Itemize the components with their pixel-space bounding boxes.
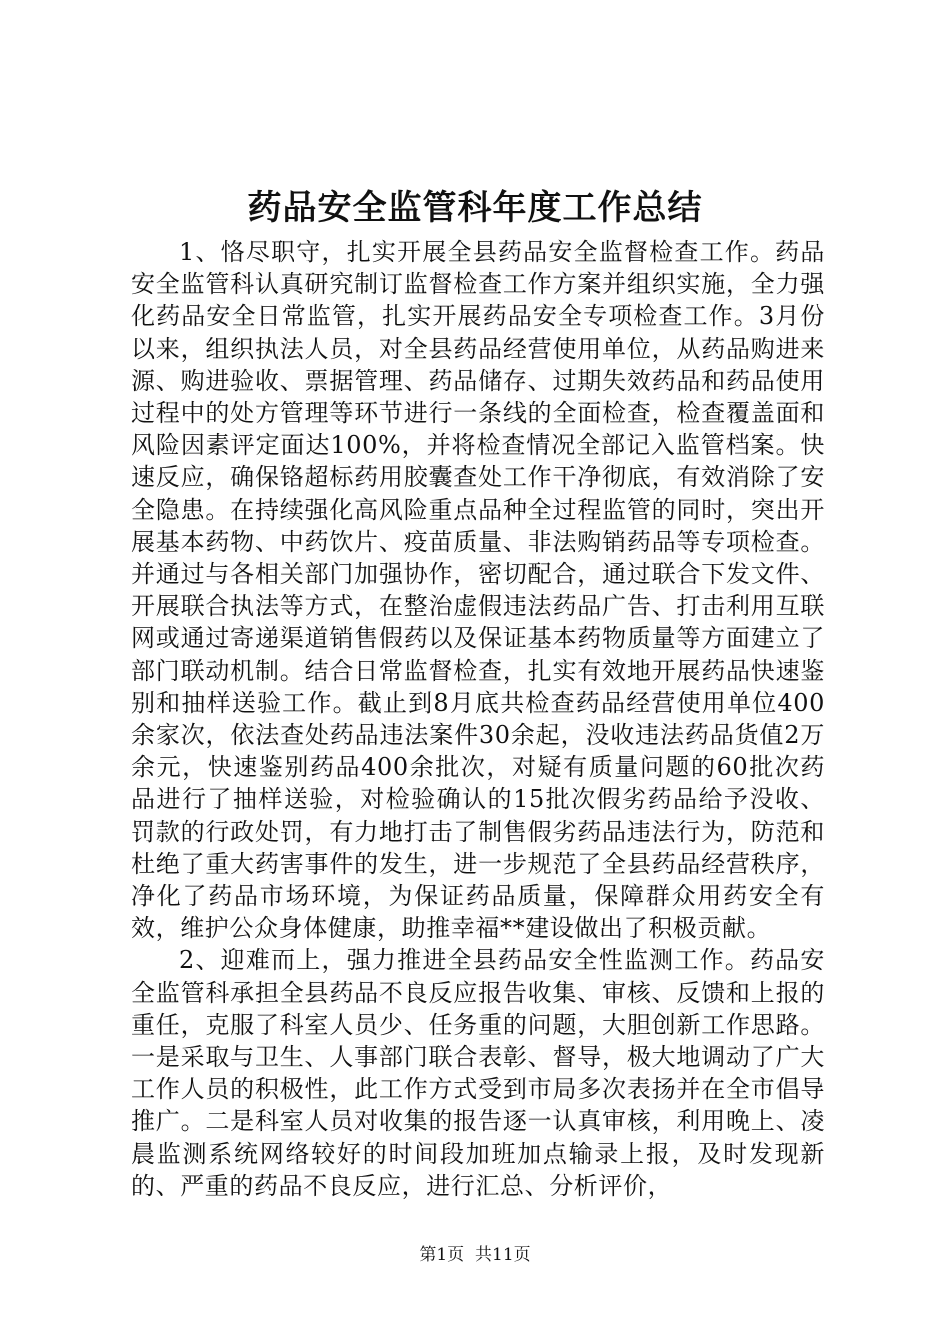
document-title: 药品安全监管科年度工作总结 xyxy=(247,188,703,228)
page-footer xyxy=(0,1244,950,1266)
paragraph: 1、恪尽职守，扎实开展全县药品安全监督检查工作。药品安全监管科认真研究制订监督检查工作方案并组织实施，全力强化药品安全日常监管，扎实开展药品安全专项检查工作。3月份以来，组织执法人员，对全县药品经营使用单位，从药品购进来源、购进验收、票据管理、药品储存、过期失效药品和药品使用过程中的处方管理等环节进行一条线的全面检查，检查覆盖面和风险因素评定面达100%，并将检查情况全部记入监管档案。快速反应，确保铬超标药用胶囊查处工作干净彻底，有效消除了安全隐患。在持续强化高风险重点品种全过程监管的同时，突出开展基本药物、中药饮片、疫苗质量、非法购销药品等专项检查。并通过与各相关部门加强协作，密切配合，通过联合下发文件、开展联合执法等方式，在整治虚假违法药品广告、打击利用互联网或通过寄递渠道销售假药以及保证基本药物质量等方面建立了部门联动机制。结合日常监督检查，扎实有效地开展药品快速鉴别和抽样送验工作。截止到8月底共检查药品经营使用单位400余家次，依法查处药品违法案件30余起，没收违法药品货值2万余元，快速鉴别药品400余批次，对疑有质量问题的60批次药品进行了抽样送验，对检验确认的15批次假劣药品给予没收、罚款的行政处罚，有力地打击了制售假劣药品违法行为，防范和杜绝了重大药害事件的发生，进一步规范了全县药品经营秩序，净化了药品市场环境，为保证药品质量，保障群众用药安全有效，维护公众身体健康，助推幸福**建设做出了积极贡献。 xyxy=(131,238,825,943)
document-body xyxy=(131,236,825,1202)
page-number: 第1页 xyxy=(419,1245,465,1265)
paragraph: 2、迎难而上，强力推进全县药品安全性监测工作。药品安全监管科承担全县药品不良反应报告收集、审核、反馈和上报的重任，克服了科室人员少、任务重的问题，大胆创新工作思路。一是采取与卫生、人事部门联合表彰、督导，极大地调动了广大工作人员的积极性，此工作方式受到市局多次表扬并在全市倡导推广。二是科室人员对收集的报告逐一认真审核，利用晚上、凌晨监测系统网络较好的时间段加班加点输录上报，及时发现新的、严重的药品不良反应，进行汇总、分析评价， xyxy=(131,946,825,1200)
page-total: 共11页 xyxy=(475,1245,531,1265)
